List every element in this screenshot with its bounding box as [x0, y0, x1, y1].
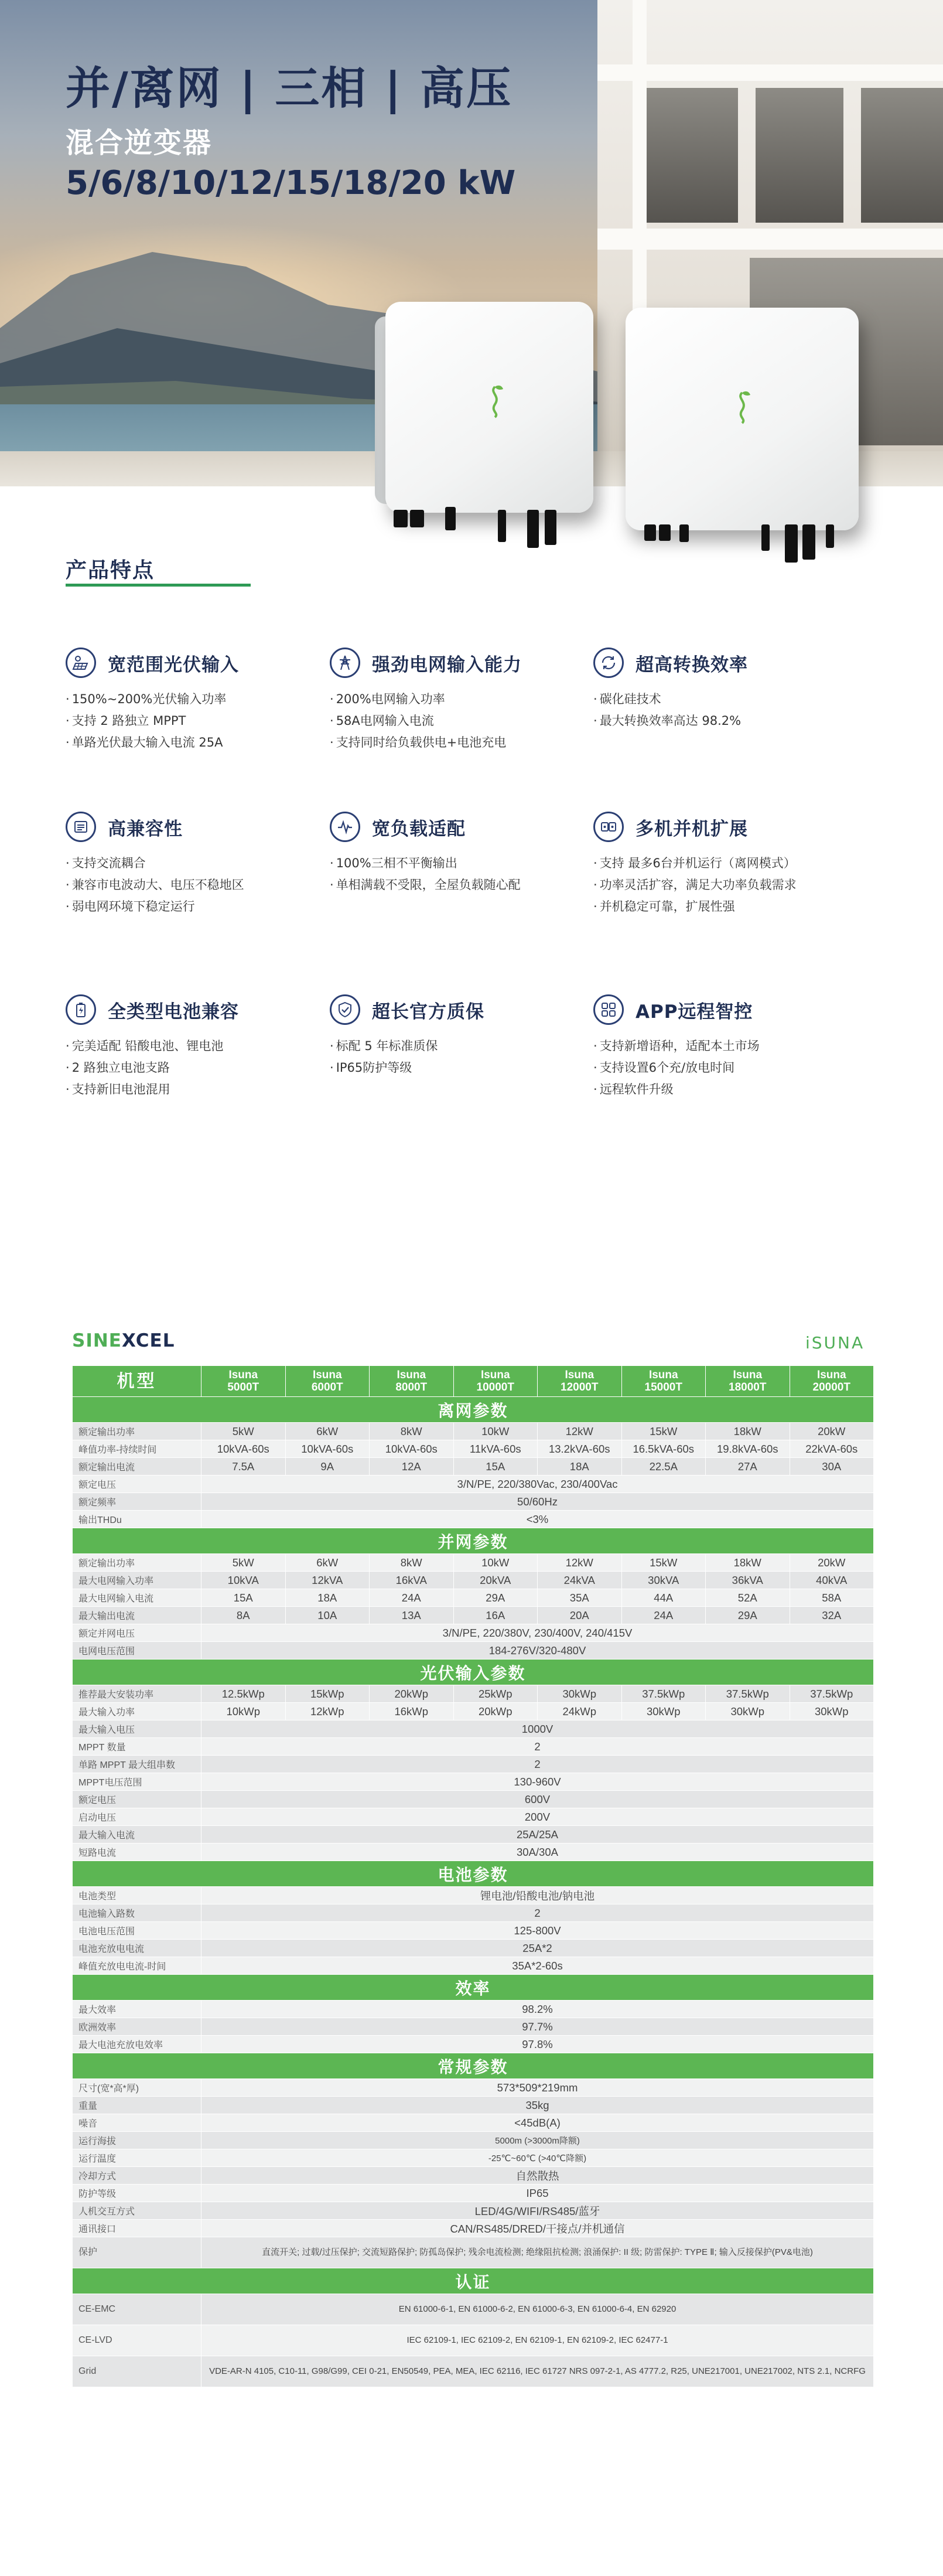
spec-value: 7.5A: [201, 1458, 286, 1476]
spec-value: 20kWp: [453, 1703, 538, 1720]
spec-row: [73, 1476, 874, 1493]
spec-label: 峰值功率-持续时间: [73, 1440, 201, 1458]
spec-value: 30kWp: [790, 1703, 874, 1720]
feature-high-efficiency: [593, 648, 851, 732]
spec-value: 10kVA: [201, 1572, 286, 1589]
spec-label: 最大输入功率: [73, 1703, 201, 1720]
spec-value: 20kW: [790, 1554, 874, 1572]
spec-value: 10kVA-60s: [370, 1440, 454, 1458]
spec-label: 运行温度: [73, 2149, 201, 2167]
feature-point: · 单相满载不受限，全屋负载随心配: [330, 874, 587, 896]
feature-point: · 2 路独立电池支路: [66, 1057, 323, 1079]
spec-row: [73, 1554, 874, 1572]
spec-value: 8kW: [370, 1423, 454, 1440]
spec-label: 最大电网输入电流: [73, 1589, 201, 1607]
feature-point: · 完美适配 铅酸电池、锂电池: [66, 1035, 323, 1057]
feature-battery-compatibility: [66, 994, 323, 1100]
spec-row: [73, 1808, 874, 1826]
spec-label: 单路 MPPT 最大组串数: [73, 1756, 201, 1773]
spec-value: 3/N/PE, 220/380V, 230/400V, 240/415V: [201, 1624, 874, 1642]
spec-row: [73, 1756, 874, 1773]
model-column-header: [790, 1366, 874, 1397]
feature-point: · 并机稳定可靠，扩展性强: [593, 896, 851, 918]
feature-title: APP远程智控: [636, 1001, 753, 1023]
model-code: 8000T: [395, 1381, 428, 1393]
spec-value: <3%: [201, 1511, 874, 1528]
shield-check-icon: [330, 994, 360, 1025]
spec-label: 电池输入路数: [73, 1904, 201, 1922]
feature-point: · 支持 最多6台并机运行（离网模式）: [593, 853, 851, 874]
app-grid-icon: [593, 994, 624, 1025]
spec-value: 37.5kWp: [706, 1685, 790, 1703]
spec-value: 12kW: [538, 1423, 622, 1440]
spec-label: 额定频率: [73, 1493, 201, 1511]
spec-section-title: 电池参数: [73, 1861, 874, 1887]
spec-value: 2: [201, 1738, 874, 1756]
spec-row: [73, 1685, 874, 1703]
spec-label: 峰值充放电电流-时间: [73, 1957, 201, 1975]
feature-point: · 58A电网输入电流: [330, 710, 587, 732]
spec-value: 30kWp: [706, 1703, 790, 1720]
feature-title: 宽范围光伏输入: [108, 654, 239, 676]
spec-value: 97.7%: [201, 2018, 874, 2036]
sinexcel-logo: SINEXCEL: [72, 1330, 175, 1351]
spec-value: 573*509*219mm: [201, 2079, 874, 2097]
spec-label: 人机交互方式: [73, 2202, 201, 2220]
spec-label: 电网电压范围: [73, 1642, 201, 1660]
feature-compatibility: [66, 812, 323, 918]
spec-value: 3/N/PE, 220/380Vac, 230/400Vac: [201, 1476, 874, 1493]
spec-value: IP65: [201, 2185, 874, 2202]
spec-row: [73, 1458, 874, 1476]
feature-wide-load: [330, 812, 587, 896]
spec-value: 40kVA: [790, 1572, 874, 1589]
spec-value: EN 61000-6-1, EN 61000-6-2, EN 61000-6-3, EN 61000-6-4, EN 62920: [201, 2294, 874, 2325]
spec-value: -25℃~60℃ (>40℃降额): [201, 2149, 874, 2167]
model-code: 18000T: [729, 1381, 767, 1393]
spec-label: 电池充放电电流: [73, 1940, 201, 1957]
model-name: Isuna: [312, 1369, 342, 1381]
spec-label: 最大电池充放电效率: [73, 2036, 201, 2053]
feature-grid-input: [330, 648, 587, 754]
spec-value: 25A/25A: [201, 1826, 874, 1844]
feature-point: · 支持新旧电池混用: [66, 1079, 323, 1100]
compatibility-icon: [66, 812, 96, 842]
feature-title: 全类型电池兼容: [108, 1001, 239, 1023]
spec-row: [73, 2294, 874, 2325]
spec-label: 输出THDu: [73, 1511, 201, 1528]
spec-row: [73, 1922, 874, 1940]
model-code: 20000T: [812, 1381, 850, 1393]
spec-label: 推荐最大安装功率: [73, 1685, 201, 1703]
spec-label: 通讯接口: [73, 2220, 201, 2237]
spec-row: [73, 2001, 874, 2018]
spec-value: 125-800V: [201, 1922, 874, 1940]
spec-label: 保护: [73, 2237, 201, 2268]
spec-row: [73, 1887, 874, 1904]
spec-label: 最大电网输入功率: [73, 1572, 201, 1589]
feature-parallel-expansion: [593, 812, 851, 918]
spec-label: 额定输出电流: [73, 1458, 201, 1476]
feature-title: 宽负载适配: [372, 818, 466, 840]
spec-value: 24kVA: [538, 1572, 622, 1589]
spec-value: 22kVA-60s: [790, 1440, 874, 1458]
feature-point: · 单路光伏最大输入电流 25A: [66, 732, 323, 754]
heading-underline: [66, 584, 251, 587]
spec-value: 15kW: [621, 1423, 706, 1440]
spec-value: 35kg: [201, 2097, 874, 2114]
spec-value: 10A: [285, 1607, 370, 1624]
spec-value: 锂电池/铅酸电池/钠电池: [201, 1887, 874, 1904]
model-column-header: [706, 1366, 790, 1397]
spec-section-title: 离网参数: [73, 1397, 874, 1423]
model-name: Isuna: [397, 1369, 426, 1381]
spec-value: VDE-AR-N 4105, C10-11, G98/G99, CEI 0-21, EN50549, PEA, MEA, IEC 62116, IEC 61727 NRS 097-2-1, AS 4777.2, R25, UNE217001, UNE217002, NTS 2.1, NCRFG: [201, 2356, 874, 2387]
spec-value: 200V: [201, 1808, 874, 1826]
spec-section-title: 并网参数: [73, 1528, 874, 1554]
spec-row: [73, 1791, 874, 1808]
feature-point: · 支持 2 路独立 MPPT: [66, 710, 323, 732]
hero-subtitle: 混合逆变器: [66, 127, 213, 159]
spec-value: 32A: [790, 1607, 874, 1624]
spec-row: [73, 2036, 874, 2053]
feature-warranty: [330, 994, 587, 1079]
spec-row: [73, 2202, 874, 2220]
grid-tower-icon: [330, 648, 360, 678]
spec-value: 30A: [790, 1458, 874, 1476]
spec-row: [73, 2325, 874, 2356]
spec-value: 12kVA: [285, 1572, 370, 1589]
spec-value: 13.2kVA-60s: [538, 1440, 622, 1458]
spec-value: 58A: [790, 1589, 874, 1607]
spec-value: 18kW: [706, 1554, 790, 1572]
spec-label: 最大效率: [73, 2001, 201, 2018]
spec-label: Grid: [73, 2356, 201, 2387]
feature-point: · 兼容市电波动大、电压不稳地区: [66, 874, 323, 896]
model-column-header: [538, 1366, 622, 1397]
spec-section-title: 效率: [73, 1975, 874, 2001]
feature-point: · 150%~200%光伏输入功率: [66, 689, 323, 710]
spec-value: 25kWp: [453, 1685, 538, 1703]
spec-value: 6kW: [285, 1423, 370, 1440]
spec-row: [73, 1773, 874, 1791]
feature-point: · IP65防护等级: [330, 1057, 587, 1079]
feature-point: · 支持同时给负载供电+电池充电: [330, 732, 587, 754]
spec-value: 24A: [370, 1589, 454, 1607]
spec-section-title: 光伏输入参数: [73, 1660, 874, 1685]
feature-title: 超高转换效率: [636, 654, 748, 676]
spec-row: [73, 2356, 874, 2387]
spec-row: [73, 2079, 874, 2097]
spec-row: [73, 1844, 874, 1861]
spec-value: 12kWp: [285, 1703, 370, 1720]
feature-point: · 支持设置6个充/放电时间: [593, 1057, 851, 1079]
spec-label: 电池类型: [73, 1887, 201, 1904]
spec-value: 16kVA: [370, 1572, 454, 1589]
spec-label: 电池电压范围: [73, 1922, 201, 1940]
spec-value: 12kW: [538, 1554, 622, 1572]
spec-value: 35A: [538, 1589, 622, 1607]
spec-label: 最大输入电压: [73, 1720, 201, 1738]
model-column-header: [285, 1366, 370, 1397]
spec-row: [73, 1720, 874, 1738]
spec-value: 8A: [201, 1607, 286, 1624]
spec-value: 25A*2: [201, 1940, 874, 1957]
spec-value: 18A: [285, 1589, 370, 1607]
spec-row: [73, 1440, 874, 1458]
spec-label: 运行海拔: [73, 2132, 201, 2149]
spec-value: 18A: [538, 1458, 622, 1476]
spec-value: 600V: [201, 1791, 874, 1808]
spec-value: 自然散热: [201, 2167, 874, 2185]
feature-point: · 支持交流耦合: [66, 853, 323, 874]
feature-title: 高兼容性: [108, 818, 183, 840]
spec-value: 37.5kWp: [790, 1685, 874, 1703]
spec-value: 20kVA: [453, 1572, 538, 1589]
spec-value: 22.5A: [621, 1458, 706, 1476]
parallel-units-icon: [593, 812, 624, 842]
spec-table: [72, 1365, 874, 2387]
features-heading: 产品特点: [66, 558, 155, 582]
spec-label: 短路电流: [73, 1844, 201, 1861]
spec-row: [73, 2018, 874, 2036]
power-range: 5/6/8/10/12/15/18/20 kW: [66, 164, 516, 202]
spec-row: [73, 2220, 874, 2237]
model-code: 12000T: [561, 1381, 599, 1393]
spec-row: [73, 2185, 874, 2202]
model-code: 6000T: [311, 1381, 343, 1393]
spec-label: CE-EMC: [73, 2294, 201, 2325]
model-column-header: [453, 1366, 538, 1397]
spec-value: 8kW: [370, 1554, 454, 1572]
spec-row: [73, 1738, 874, 1756]
spec-value: 15kW: [621, 1554, 706, 1572]
spec-value: 29A: [706, 1607, 790, 1624]
spec-label: 额定电压: [73, 1476, 201, 1493]
spec-row: [73, 2132, 874, 2149]
feature-app-control: [593, 994, 851, 1100]
spec-row: [73, 1423, 874, 1440]
feature-point: · 100%三相不平衡输出: [330, 853, 587, 874]
spec-label: 额定输出功率: [73, 1423, 201, 1440]
spec-label: 冷却方式: [73, 2167, 201, 2185]
spec-value: 2: [201, 1756, 874, 1773]
spec-value: 5000m (>3000m降额): [201, 2132, 874, 2149]
model-name: Isuna: [733, 1369, 763, 1381]
spec-value: 36kVA: [706, 1572, 790, 1589]
feature-title: 超长官方质保: [372, 1001, 484, 1023]
model-code: 10000T: [476, 1381, 514, 1393]
spec-value: 20kW: [790, 1423, 874, 1440]
spec-value: 16.5kVA-60s: [621, 1440, 706, 1458]
spec-value: 30kVA: [621, 1572, 706, 1589]
feature-wide-pv-input: [66, 648, 323, 754]
solar-panel-icon: [66, 648, 96, 678]
battery-icon: [66, 994, 96, 1025]
spec-value: LED/4G/WIFI/RS485/蓝牙: [201, 2202, 874, 2220]
feature-title: 多机并机扩展: [636, 818, 748, 840]
model-column-header: [621, 1366, 706, 1397]
feature-point: · 弱电网环境下稳定运行: [66, 896, 323, 918]
spec-value: 10kVA-60s: [285, 1440, 370, 1458]
spec-value: 29A: [453, 1589, 538, 1607]
spec-row: [73, 1642, 874, 1660]
spec-value: 30kWp: [538, 1685, 622, 1703]
spec-value: 16kWp: [370, 1703, 454, 1720]
spec-label: 防护等级: [73, 2185, 201, 2202]
spec-label: 噪音: [73, 2114, 201, 2132]
model-name: Isuna: [648, 1369, 678, 1381]
spec-row: [73, 2237, 874, 2268]
model-name: Isuna: [816, 1369, 846, 1381]
feature-point: · 碳化硅技术: [593, 689, 851, 710]
spec-row: [73, 2114, 874, 2132]
spec-value: 37.5kWp: [621, 1685, 706, 1703]
spec-label: 最大输入电流: [73, 1826, 201, 1844]
spec-value: CAN/RS485/DRED/干接点/并机通信: [201, 2220, 874, 2237]
spec-value: 18kW: [706, 1423, 790, 1440]
model-name: Isuna: [228, 1369, 258, 1381]
spec-value: 16A: [453, 1607, 538, 1624]
spec-value: 184-276V/320-480V: [201, 1642, 874, 1660]
spec-value: 10kW: [453, 1554, 538, 1572]
spec-row: [73, 1511, 874, 1528]
spec-value: 15A: [201, 1589, 286, 1607]
feature-point: · 远程软件升级: [593, 1079, 851, 1100]
leaf-logo-icon: [477, 381, 512, 422]
spec-value: 13A: [370, 1607, 454, 1624]
spec-value: 6kW: [285, 1554, 370, 1572]
spec-label: 最大输出电流: [73, 1607, 201, 1624]
spec-value: <45dB(A): [201, 2114, 874, 2132]
spec-label: 尺寸(宽*高*厚): [73, 2079, 201, 2097]
spec-value: IEC 62109-1, IEC 62109-2, EN 62109-1, EN 62109-2, IEC 62477-1: [201, 2325, 874, 2356]
spec-row: [73, 1589, 874, 1607]
model-code: 15000T: [644, 1381, 682, 1393]
spec-value: 44A: [621, 1589, 706, 1607]
spec-value: 19.8kVA-60s: [706, 1440, 790, 1458]
spec-row: [73, 2097, 874, 2114]
spec-value: 12A: [370, 1458, 454, 1476]
feature-point: · 最大转换效率高达 98.2%: [593, 710, 851, 732]
spec-value: 2: [201, 1904, 874, 1922]
spec-section-title: 认证: [73, 2268, 874, 2294]
spec-label: 额定输出功率: [73, 1554, 201, 1572]
spec-value: 10kVA-60s: [201, 1440, 286, 1458]
spec-label: MPPT 数量: [73, 1738, 201, 1756]
spec-value: 12.5kWp: [201, 1685, 286, 1703]
spec-value: 11kVA-60s: [453, 1440, 538, 1458]
spec-row: [73, 1703, 874, 1720]
spec-value: 130-960V: [201, 1773, 874, 1791]
feature-point: · 功率灵活扩容，满足大功率负载需求: [593, 874, 851, 896]
feature-point: · 200%电网输入功率: [330, 689, 587, 710]
waveform-icon: [330, 812, 360, 842]
spec-label: MPPT电压范围: [73, 1773, 201, 1791]
spec-value: 30A/30A: [201, 1844, 874, 1861]
spec-value: 10kW: [453, 1423, 538, 1440]
spec-row: [73, 1904, 874, 1922]
spec-section-title: 常规参数: [73, 2053, 874, 2079]
feature-point: · 支持新增语种，适配本土市场: [593, 1035, 851, 1057]
spec-value: 5kW: [201, 1423, 286, 1440]
model-column-header: [370, 1366, 454, 1397]
spec-label: 额定电压: [73, 1791, 201, 1808]
spec-label: 欧洲效率: [73, 2018, 201, 2036]
model-name: Isuna: [480, 1369, 510, 1381]
spec-value: 15kWp: [285, 1685, 370, 1703]
spec-row: [73, 1624, 874, 1642]
spec-row: [73, 1607, 874, 1624]
spec-value: 27A: [706, 1458, 790, 1476]
spec-row: [73, 1493, 874, 1511]
hero-title: 并/离网 | 三相 | 高压: [66, 62, 513, 114]
spec-label: 重量: [73, 2097, 201, 2114]
spec-value: 52A: [706, 1589, 790, 1607]
spec-value: 98.2%: [201, 2001, 874, 2018]
spec-row: [73, 1826, 874, 1844]
spec-value: 97.8%: [201, 2036, 874, 2053]
spec-value: 35A*2-60s: [201, 1957, 874, 1975]
spec-value: 10kWp: [201, 1703, 286, 1720]
spec-row: [73, 1572, 874, 1589]
efficiency-cycle-icon: [593, 648, 624, 678]
spec-value: 1000V: [201, 1720, 874, 1738]
isuna-logo: iSUNA: [805, 1333, 865, 1352]
model-column-header: [201, 1366, 286, 1397]
spec-value: 直流开关; 过载/过压保护; 交流短路保护; 防孤岛保护; 残余电流检测; 绝缘阻抗检测; 浪涌保护: II 级; 防雷保护: TYPE Ⅱ; 输入反接保护(PV&电池): [201, 2237, 874, 2268]
spec-value: 15A: [453, 1458, 538, 1476]
model-header: 机型: [73, 1366, 201, 1397]
spec-row: [73, 1940, 874, 1957]
feature-title: 强劲电网输入能力: [372, 654, 522, 676]
spec-value: 24A: [621, 1607, 706, 1624]
spec-value: 30kWp: [621, 1703, 706, 1720]
spec-value: 24kWp: [538, 1703, 622, 1720]
spec-row: [73, 1957, 874, 1975]
spec-value: 5kW: [201, 1554, 286, 1572]
spec-value: 20A: [538, 1607, 622, 1624]
spec-value: 9A: [285, 1458, 370, 1476]
spec-label: CE-LVD: [73, 2325, 201, 2356]
model-code: 5000T: [227, 1381, 259, 1393]
spec-value: 50/60Hz: [201, 1493, 874, 1511]
spec-value: 20kWp: [370, 1685, 454, 1703]
model-name: Isuna: [565, 1369, 594, 1381]
spec-label: 启动电压: [73, 1808, 201, 1826]
spec-label: 额定并网电压: [73, 1624, 201, 1642]
leaf-logo-icon: [725, 387, 760, 428]
spec-row: [73, 2149, 874, 2167]
spec-row: [73, 2167, 874, 2185]
feature-point: · 标配 5 年标准质保: [330, 1035, 587, 1057]
